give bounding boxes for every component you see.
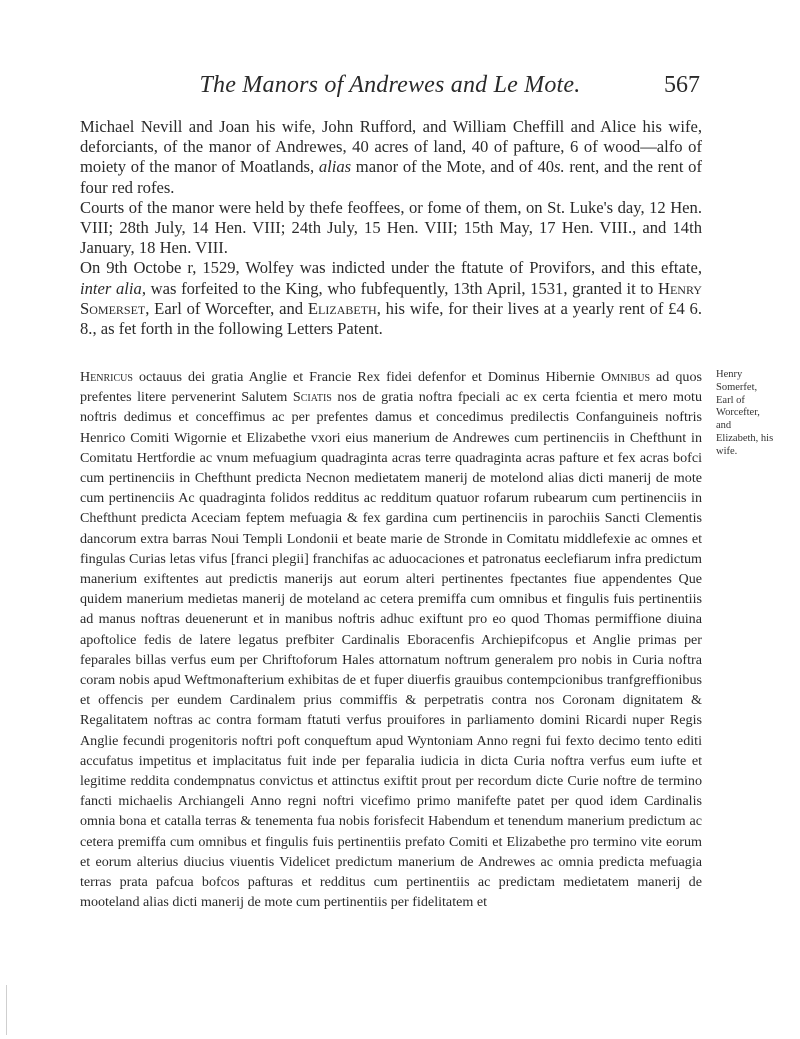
- text-run: manor of the Mote, and of 40: [355, 157, 555, 177]
- paragraph-courts: Courts of the manor were held by thefe feoffees, or fome of them, on St. Luke's day, 12 Hen. VIII; 28th July, 14 Hen. VIII; 24th July, 15 Hen. VIII; 15th May, 17 Hen. VIII., and 14th January, 18 Hen. VIII.: [80, 197, 702, 258]
- paragraph-deforciants: [80, 117, 702, 198]
- text-run: rent, and the rent of four red rofes.: [80, 157, 702, 197]
- text-run: nos de gratia noftra fpeciali ac ex certa fcientia et mero motu noftris dedimus et conceffimus ac per prefentes damus et concedimus predilectis Confanguineis noftris Henrico Comiti Wigornie et Elizabethe vxori eius manerium de Andrewes cum pertinenciis in Chefthunt in Comitatu Hertfordie ac vnum mefuagium quadraginta acras terre quadraginta acras pafture et fex acras bofci cum pertinenciis in Chefthunt predicta Necnon medietatem manerij de motelond alias dicti manerij de mote cum pertinenciis Ac quadraginta folidos redditus ac redditum quatuor rofarum rubearum cum pertinenciis in Chefthunt predicta Aceciam feptem mefuagia & fex gardina cum pertinenciis in parochiis Sancti Clementis dancorum extra barras Noui Templi Londonii et beate marie de Stronde in Comitatu middlefexie ac omnes et fingulas Curias letas vifus [franci plegii] franchifas ac aduocaciones et patronatus eeclefiarum infra predictum manerium exiftentes aut predictis manerijs aut eorum alteri pertinentes fpectantes fiue appendentes Que quidem manerium medietas manerij de moteland ac cetera premiffa cum omnibus et fingulis fuis pertinentiis ad manus noftras deuenerunt et in manibus noftris adhuc exiftunt pro eo quod Thomas permiffione diuina apoftolice fedis de latere legatus prefbiter Cardinalis Eboracenfis Archiepifcopus et Anglie primas per feparales billas verfus eum per Chriftoforum Hales attornatum noftrum generalem pro nobis in Curia noftra coram nobis apud Weftmonafterium exhibitas de et fuper diuerfis grauibus contempcionibus tranfgreffionibus et offencis per eundem Cardinalem prius commiffis & perpetratis contra nos Coronam dignitatem & Regalitatem noftras ac contra formam ftatuti verfus prouifores in parliamento domini Ricardi nuper Regis Anglie fecundi progenitoris noftri poft conqueftum apud Wyntoniam Anno regni fui fexto decimo tento editi accufatus impetitus et implacitatus fuit inde per feparalia iudicia in dicta Curia noftra verfus eum iufte et legitime reddita condempnatus convictus et attinctus exiftit prout per recordum dicte Curie noftre de termino fancti michaelis Archiangeli Anno regni noftri vicefimo primo manifefte patet per quod idem Cardinalis omnia bona et catalla terras & tenementa fua nobis forisfecit Habendum et tenendum manerium predictum ac cetera premiffa cum omnibus et fingulis fuis pertinentiis prefato Comiti et Elizabethe pro termino vite eorum et eorum alterius diucius viuentis Videlicet predictum manerium de Andrewes ac omnia predicta mefuagia terras prata pafcua bofcos pafturas et redditus cum pertinentiis ac predictam medietatem manerij de mooteland alias dicti manerij de mote cum pertinentiis per fidelitatem et: [80, 389, 703, 911]
- text-run-smallcaps: Omnibus: [600, 369, 651, 385]
- text-run-smallcaps: Henricus: [80, 369, 133, 385]
- running-head: [80, 70, 700, 100]
- running-title: The Manors of Andrewes and Le Mote.: [199, 72, 581, 98]
- text-run: On 9th Octobe r, 1529, Wolfey was indicted under the ftatute of Provifors, and this eftate,: [80, 258, 702, 278]
- text-run: Michael Nevill and Joan his wife, John Rufford, and William Cheffill and Alice his wife, deforciants, of the manor of Andrewes, 40 acres of land, 40 of pafture, 6 of wood—alfo of moiety of the manor of Moatlands,: [80, 117, 702, 177]
- paragraph-wolsey: [80, 258, 702, 339]
- page-edge-mark: [6, 985, 7, 1035]
- marginal-note: Henry Somerfet, Earl of Worcefter, and Elizabeth, his wife.: [716, 369, 774, 457]
- text-run-italic: inter alia: [80, 278, 142, 298]
- text-run: , was forfeited to the King, who fubfequently, 13th April, 1531, granted it to: [141, 278, 654, 298]
- text-run: octauus dei gratia Anglie et Francie Rex fidei defenfor et Dominus Hibernie: [138, 369, 595, 385]
- text-run-italic: s.: [554, 157, 565, 177]
- text-run-smallcaps: Elizabeth: [307, 298, 377, 318]
- text-run: ad quos prefentes litere pervenerint Salutem: [80, 369, 702, 406]
- letters-patent-text: [80, 367, 702, 912]
- text-run: , his wife, for their lives at a yearly rent of £4 6. 8., as fet forth in the following Letters Patent.: [80, 298, 702, 339]
- text-run: , Earl of Worcefter, and: [145, 298, 304, 318]
- page-number: 567: [664, 72, 700, 98]
- text-run-smallcaps: Sciatis: [292, 389, 332, 406]
- text-run-italic: alias: [318, 157, 352, 177]
- text-run-smallcaps: Henry Somerset: [80, 278, 702, 318]
- patent-paragraph: [80, 367, 702, 912]
- main-text: [80, 117, 702, 339]
